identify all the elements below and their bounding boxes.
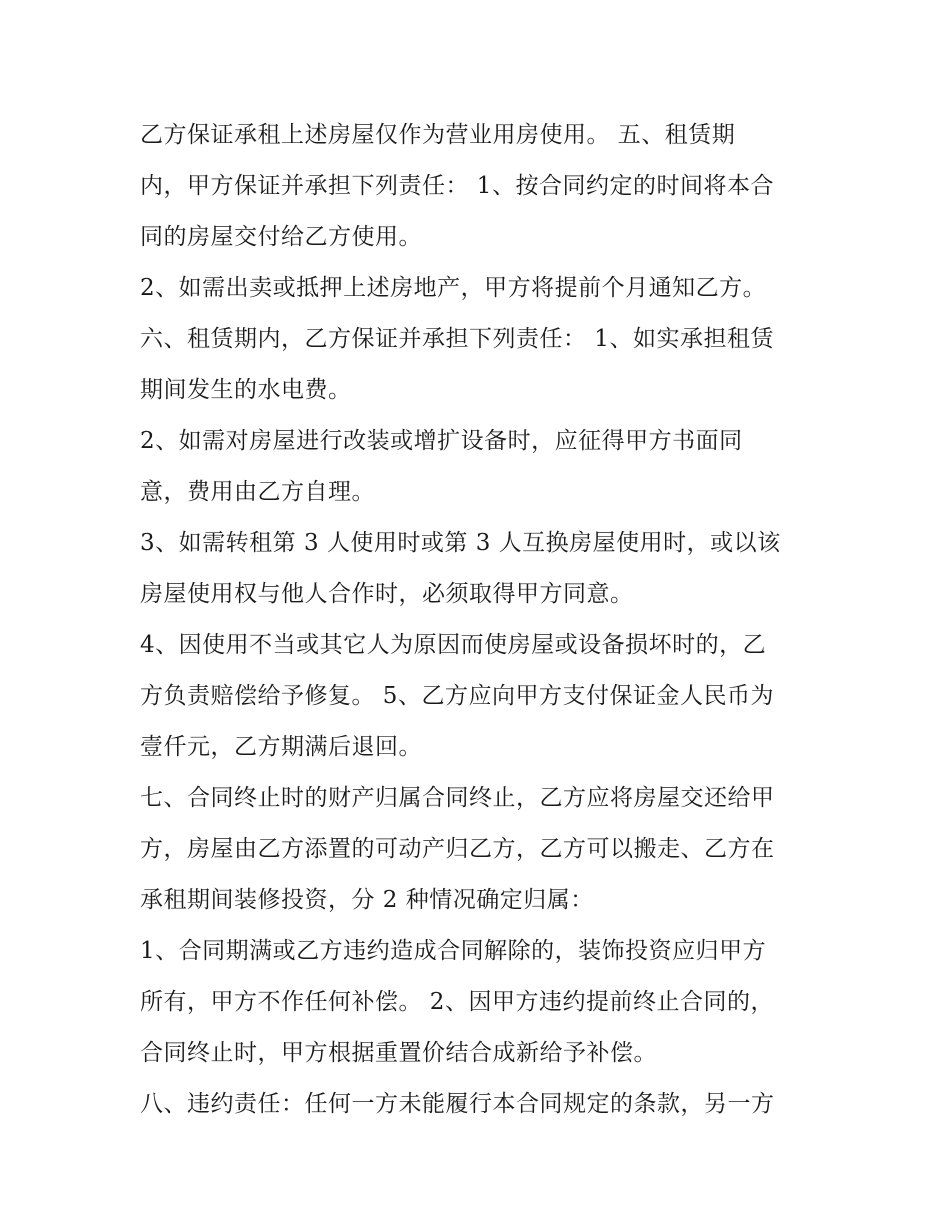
text-line: 2、如需对房屋进行改装或增扩设备时，应征得甲方书面同 [140, 428, 743, 454]
text-line: 方负责赔偿给予修复。 5、乙方应向甲方支付保证金人民币为 [140, 683, 774, 709]
text-line: 所有，甲方不作任何补偿。 2、因甲方违约提前终止合同的， [140, 989, 774, 1015]
text-line: 3、如需转租第 3 人使用时或第 3 人互换房屋使用时，或以该 [140, 530, 781, 556]
text-line: 六、租赁期内，乙方保证并承担下列责任： 1、如实承担租赁 [140, 326, 774, 352]
text-line: 同的房屋交付给乙方使用。 [140, 224, 422, 250]
text-line: 承租期间装修投资，分 2 种情况确定归属： [140, 887, 594, 913]
text-line: 期间发生的水电费。 [140, 377, 352, 403]
text-line: 房屋使用权与他人合作时，必须取得甲方同意。 [140, 581, 634, 607]
text-line: 七、合同终止时的财产归属合同终止，乙方应将房屋交还给甲 [140, 785, 775, 811]
text-line: 1、合同期满或乙方违约造成合同解除的，装饰投资应归甲方 [140, 938, 767, 964]
text-line: 壹仟元，乙方期满后退回。 [140, 734, 422, 760]
text-line: 方，房屋由乙方添置的可动产归乙方，乙方可以搬走、乙方在 [140, 836, 775, 862]
text-line: 八、违约责任：任何一方未能履行本合同规定的条款，另一方 [140, 1091, 775, 1117]
text-line: 意，费用由乙方自理。 [140, 479, 375, 505]
text-line: 合同终止时，甲方根据重置价结合成新给予补偿。 [140, 1040, 657, 1066]
text-line: 乙方保证承租上述房屋仅作为营业用房使用。 五、租赁期 [140, 122, 736, 148]
document-body [140, 110, 820, 1130]
text-line: 内，甲方保证并承担下列责任： 1、按合同约定的时间将本合 [140, 173, 774, 199]
text-line: 2、如需出卖或抵押上述房地产，甲方将提前个月通知乙方。 [140, 275, 767, 301]
text-line: 4、因使用不当或其它人为原因而使房屋或设备损坏时的，乙 [140, 632, 767, 658]
